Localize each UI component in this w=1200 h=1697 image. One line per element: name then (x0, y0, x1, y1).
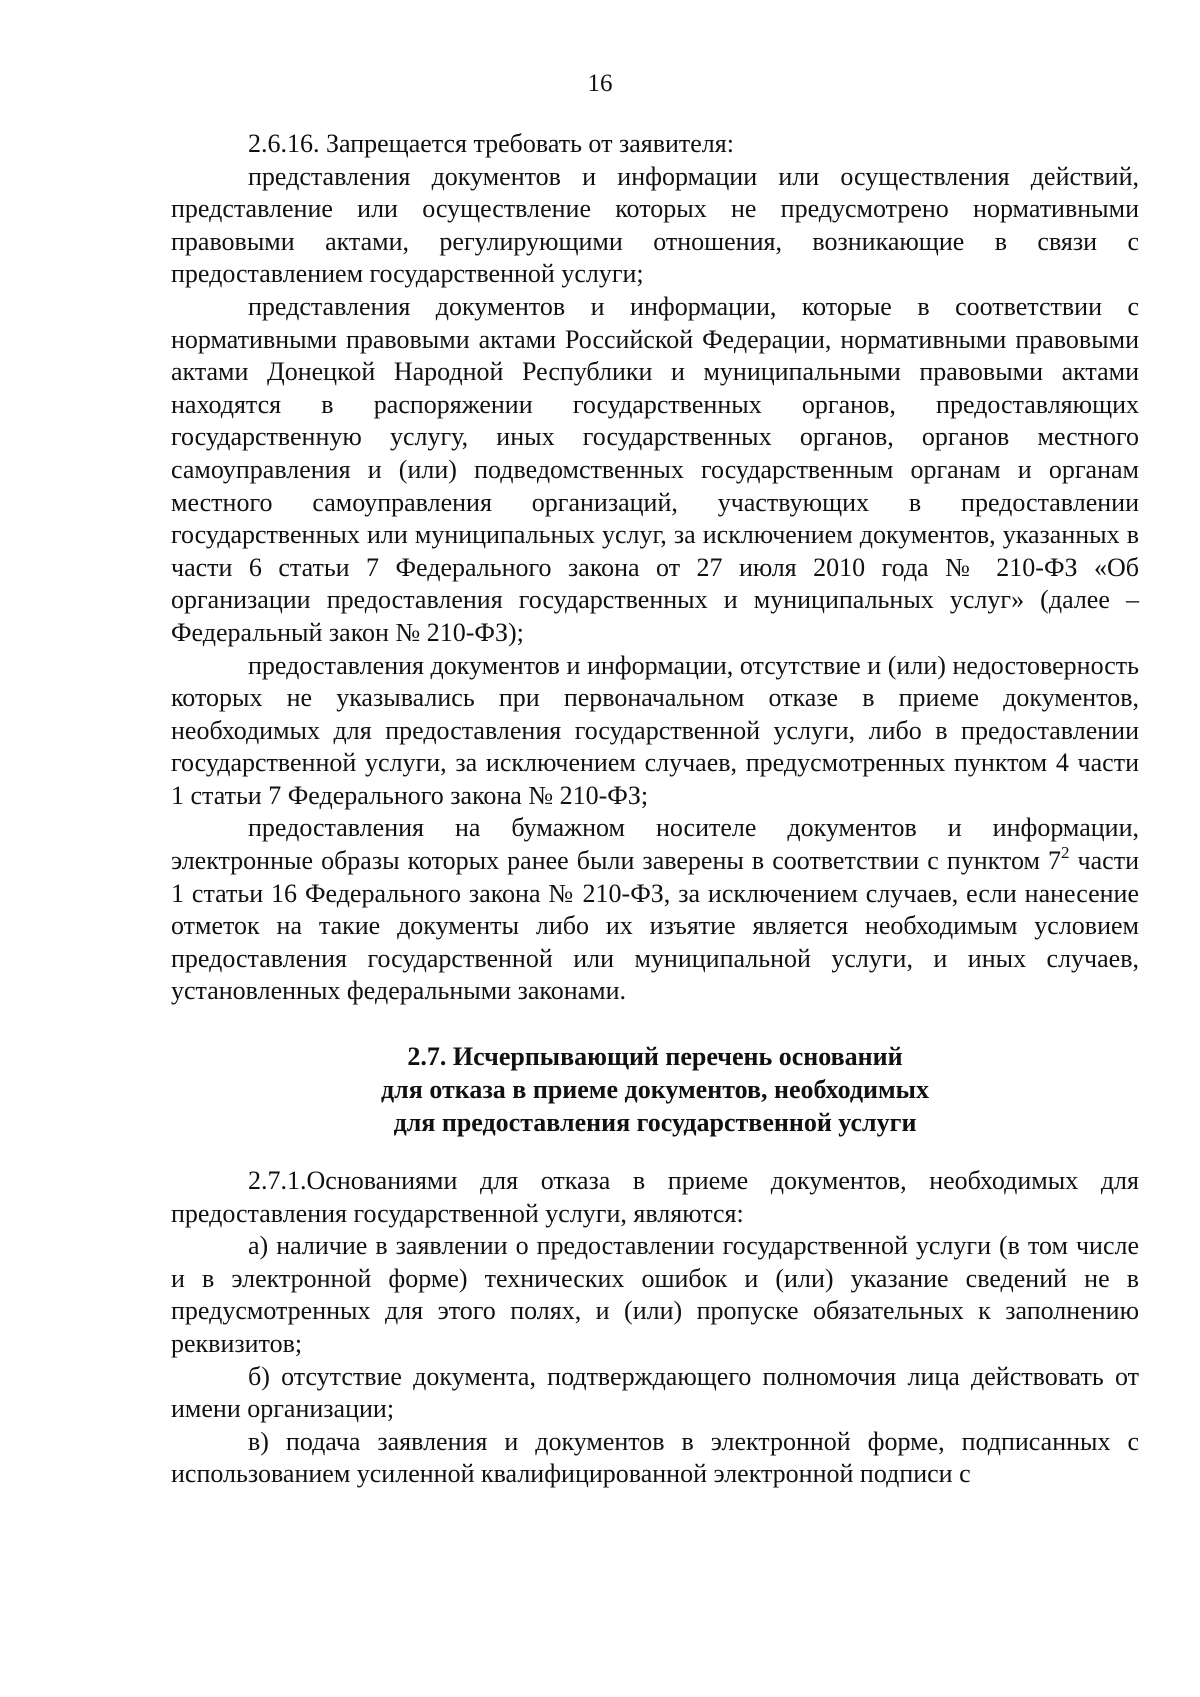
heading-line-3: для предоставления государственной услуги (393, 1108, 917, 1138)
clause-2-6-16-item-2: представления документов и информации, которые в соответствии с нормативными правовыми актами Российской Федерации, нормативными правовыми актами Донецкой Народной Республики и муниципальными правовыми актами находятся в распоряжении государственных органов, предоставляющих государственную услугу, иных государственных органов, органов местного самоуправления и (или) подведомственных государственным органам и органам местного самоуправления организаций, участвующих в предоставлении государственных или муниципальных услуг, за исключением документов, указанных в части 6 статьи 7 Федерального закона от 27 июля 2010 года № 210-ФЗ «Об организации предоставления государственных и муниципальных услуг» (далее – Федеральный закон № 210-ФЗ); (171, 291, 1139, 647)
clause-2-7-1: 2.7.1.Основаниями для отказа в приеме документов, необходимых для предоставления государственной услуги, являются: (171, 1166, 1139, 1228)
clause-2-6-16-item-4-text-b: части 1 статьи 16 Федерального закона № 210-ФЗ, за исключением случаев, если нанесение отметок на такие документы либо их изъятие является необходимым условием предоставления государственной или муниципальной услуги, и иных случаев, установленных федеральными законами. (171, 846, 1139, 1006)
clause-2-7-1-item-b: б) отсутствие документа, подтверждающего полномочия лица действовать от имени организации; (171, 1361, 1139, 1424)
clause-2-6-16-intro: 2.6.16. Запрещается требовать от заявителя: (248, 129, 734, 158)
clause-2-6-16-item-3: предоставления документов и информации, отсутствие и (или) недостоверность которых не указывались при первоначальном отказе в приеме документов, необходимых для предоставления государственной услуги, либо в предоставлении государственной услуги, за исключением случаев, предусмотренных пунктом 4 части 1 статьи 7 Федерального закона № 210-ФЗ; (171, 650, 1139, 810)
heading-line-2: для отказа в приеме документов, необходимых (381, 1075, 929, 1105)
clause-2-6-16-item-1: представления документов и информации или осуществления действий, представление или осуществление которых не предусмотрено нормативными правовыми актами, регулирующими отношения, возникающие в связи с предоставлением государственной услуги; (171, 161, 1139, 289)
clause-2-7-1-item-v: в) подача заявления и документов в электронной форме, подписанных с использованием усиленной квалифицированной электронной подписи с (171, 1426, 1139, 1489)
heading-line-1: 2.7. Исчерпывающий перечень оснований (407, 1042, 903, 1072)
page-number: 16 (587, 70, 613, 97)
clause-2-6-16-item-4 (171, 812, 1139, 1008)
section-2-7-heading (171, 1040, 1139, 1139)
page-body (171, 128, 1139, 1491)
clause-2-7-1-item-a: а) наличие в заявлении о предоставлении государственной услуги (в том числе и в электронной форме) технических ошибок и (или) указание сведений не в предусмотренных для этого полях, и (или) пропуске обязательных к заполнению реквизитов; (171, 1231, 1139, 1358)
clause-2-6-16-item-4-text-a: предоставления на бумажном носителе документов и информации, электронные образы которых ранее были заверены в соответствии с пунктом 7 (171, 813, 1139, 876)
superscript-2: 2 (1060, 843, 1070, 863)
